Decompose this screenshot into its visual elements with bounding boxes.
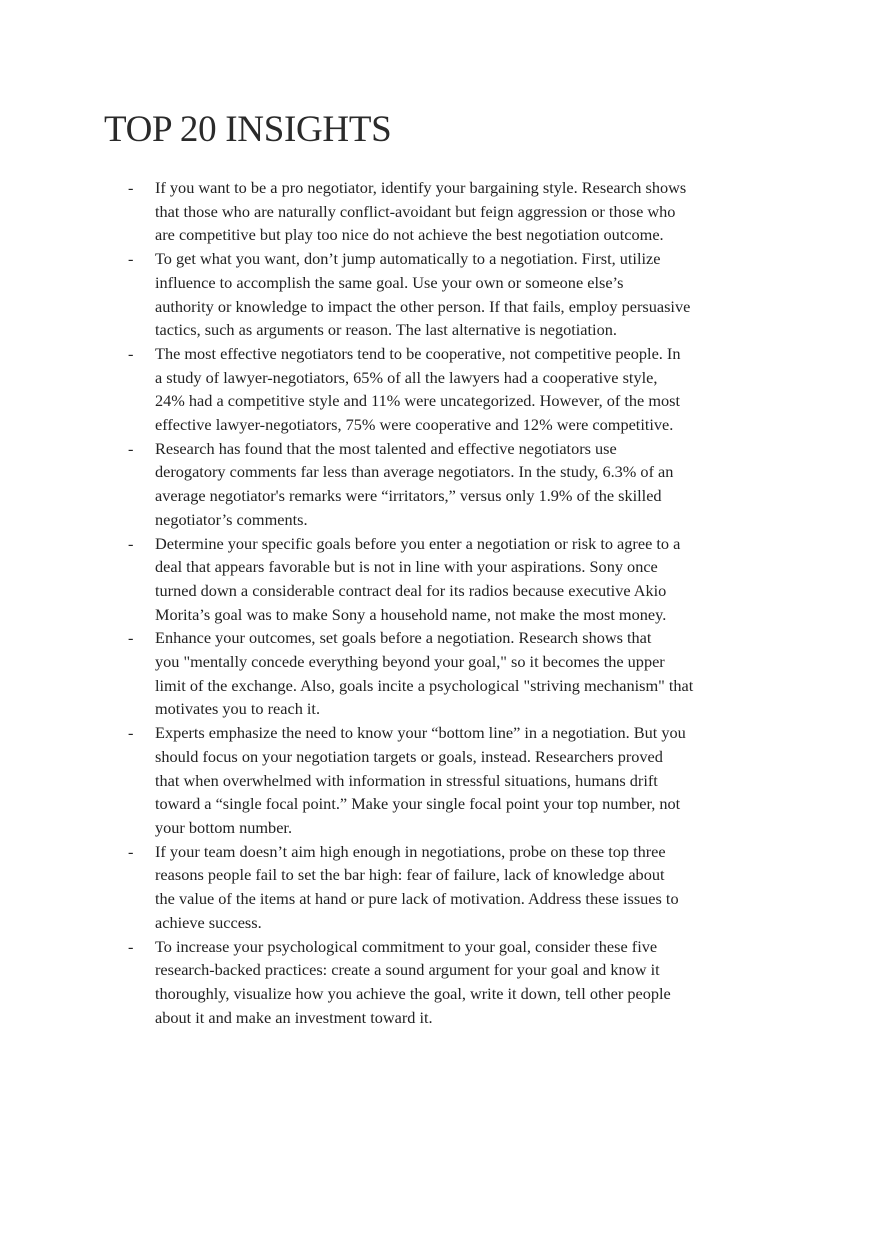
insight-text-line: If your team doesn’t aim high enough in negotiations, probe on these top three [155,841,666,861]
insight-text-line: you "mentally concede everything beyond your goal," so it becomes the upper [155,652,665,672]
insight-text-line: deal that appears favorable but is not in line with your aspirations. Sony once [155,557,658,577]
insight-item [0,532,880,627]
insight-text-line: motivates you to reach it. [155,699,321,719]
insight-text-line: thoroughly, visualize how you achieve the goal, write it down, tell other people [155,983,671,1003]
insight-text-line: Experts emphasize the need to know your “bottom line” in a negotiation. But you [155,723,686,743]
insight-text-line: a study of lawyer-negotiators, 65% of all the lawyers had a cooperative style, [155,367,658,387]
bullet-dash: - [128,249,134,269]
insight-text-line: research-backed practices: create a sound argument for your goal and know it [155,960,660,980]
insight-list [0,176,880,1029]
insight-text [155,437,880,532]
insight-text-line: If you want to be a pro negotiator, identify your bargaining style. Research shows [155,178,687,197]
insight-text-line: influence to accomplish the same goal. Use your own or someone else’s [155,272,624,292]
insight-text-line: your bottom number. [155,817,293,837]
insight-item [0,721,880,840]
bullet-dash: - [128,438,134,458]
insight-text-line: should focus on your negotiation targets or goals, instead. Researchers proved [155,746,663,766]
insight-text-line: tactics, such as arguments or reason. The last alternative is negotiation. [155,320,617,340]
insight-text [155,532,880,627]
insight-text-line: achieve success. [155,912,262,932]
bullet-dash: - [128,841,134,861]
bullet-dash: - [128,533,134,553]
insight-item [0,247,880,342]
insight-item [0,342,880,437]
bullet-dash: - [128,723,134,743]
insight-text [155,626,880,721]
insight-item [0,176,880,247]
insight-text-line: authority or knowledge to impact the other person. If that fails, employ persuasive [155,296,691,316]
insight-text [155,176,880,247]
insight-text-line: reasons people fail to set the bar high: fear of failure, lack of knowledge about [155,865,665,885]
insight-text-line: To increase your psychological commitment to your goal, consider these five [155,936,658,956]
insight-text-line: about it and make an investment toward it. [155,1007,433,1027]
insight-text-line: Determine your specific goals before you enter a negotiation or risk to agree to a [155,533,681,553]
bullet-dash: - [128,343,134,363]
insight-text-line: The most effective negotiators tend to be cooperative, not competitive people. In [155,343,681,363]
insight-text-line: Research has found that the most talented and effective negotiators use [155,438,617,458]
insight-text [155,342,880,437]
insight-text-line: negotiator’s comments. [155,509,308,529]
insight-text [155,247,880,342]
insight-text-line: limit of the exchange. Also, goals incite a psychological "striving mechanism" that [155,675,694,695]
insight-text-line: the value of the items at hand or pure lack of motivation. Address these issues to [155,889,679,909]
insight-text-line: that when overwhelmed with information in stressful situations, humans drift [155,770,658,790]
insight-item [0,840,880,935]
bullet-dash: - [128,628,134,648]
insight-item [0,437,880,532]
insight-text-line: that those who are naturally conflict-avoidant but feign aggression or those who [155,201,676,221]
insight-text-line: To get what you want, don’t jump automatically to a negotiation. First, utilize [155,249,661,269]
insight-text-line: 24% had a competitive style and 11% were uncategorized. However, of the most [155,391,680,411]
bullet-dash: - [128,936,134,956]
insight-text-line: effective lawyer-negotiators, 75% were cooperative and 12% were competitive. [155,415,674,435]
insight-text-line: are competitive but play too nice do not achieve the best negotiation outcome. [155,225,664,245]
insight-item [0,935,880,1030]
insight-text [155,721,880,840]
insight-text [155,935,880,1030]
insight-text-line: Morita’s goal was to make Sony a household name, not make the most money. [155,604,667,624]
insight-text-line: average negotiator's remarks were “irritators,” versus only 1.9% of the skilled [155,486,662,506]
insight-text-line: turned down a considerable contract deal for its radios because executive Akio [155,580,667,600]
insight-text-line: Enhance your outcomes, set goals before a negotiation. Research shows that [155,628,652,648]
bullet-dash: - [128,178,134,197]
insight-item [0,626,880,721]
insight-text [155,840,880,935]
page-title: TOP 20 INSIGHTS [104,109,392,150]
insight-text-line: derogatory comments far less than average negotiators. In the study, 6.3% of an [155,462,674,482]
insight-text-line: toward a “single focal point.” Make your single focal point your top number, not [155,794,681,814]
